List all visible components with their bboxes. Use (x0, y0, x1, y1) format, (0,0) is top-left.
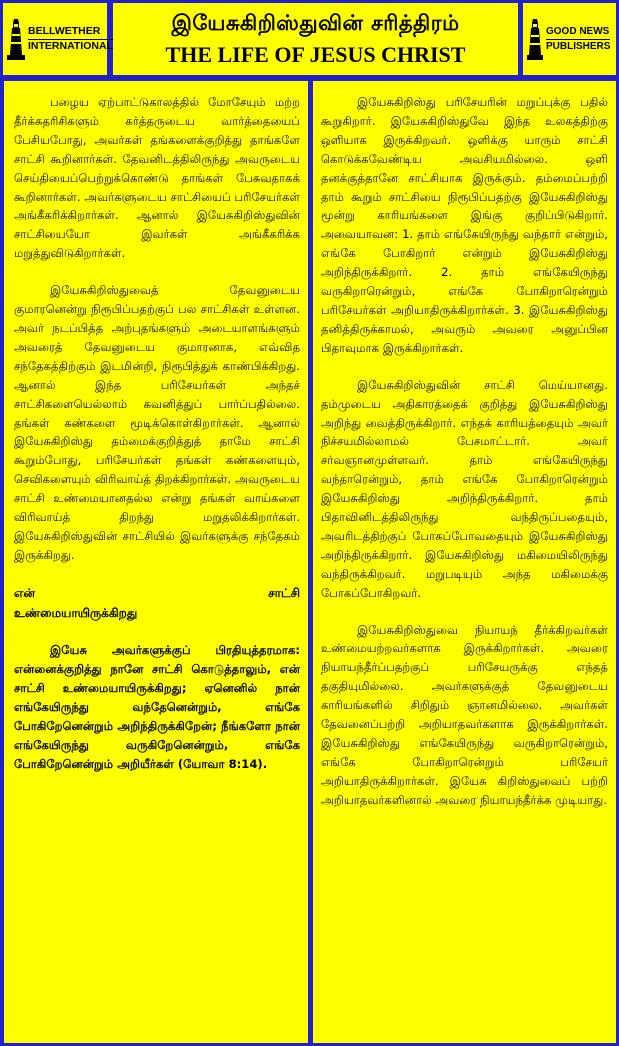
left-column (4, 81, 308, 1043)
logo-bellwether (3, 3, 113, 75)
section-heading (14, 583, 300, 623)
section-heading-line2: உண்மையாயிருக்கிறது (14, 605, 138, 620)
page-title-banner (113, 3, 518, 75)
right-column (313, 81, 616, 1043)
lighthouse-icon (7, 17, 25, 61)
page-title-english: THE LIFE OF JESUS CHRIST (165, 42, 466, 67)
scripture-quote: இயேசு அவர்களுக்குப் பிரதியுத்தரமாக: என்னைக்குறித்து நானே சாட்சி கொடுத்தாலும், என் சாட்சி உண்மையாயிருக்கிறது; ஏனெனில் நான் எங்கேயிருந்து வந்தேனென்றும், எங்கே போகிறேனென்றும் அறிந்திருக்கிறேன்; நீங்களோ நான் எங்கேயிருந்து வருகிறேனென்றும், எங்கே போகிறேனென்றும் அறியீர்கள் (யோவா 8:14). (14, 642, 300, 771)
page-title-tamil: இயேசுகிறிஸ்துவின் சரித்திரம் (171, 11, 460, 35)
logo-right-line1: GOOD NEWS (546, 25, 610, 40)
right-paragraph-3: இயேசுகிறிஸ்துவை நியாயந் தீர்க்கிறவர்கள் உண்மையற்றவர்களாக இருக்கிறார்கள். அவரை நியாயந்தீர்ப்பதற்குப் பரிசேயருக்கு எந்தத் தகுதியுமில்லை. அவர்களுக்குத் தேவனுடைய காரியங்களில் சிறிதும் ஞானமில்லை. அவர்கள் தேவனைப்பற்றி அறியாதவர்களாக இருக்கிறார்கள். இயேசுகிறிஸ்து எங்கேயிருந்து வருகிறாரென்றும், எங்கே போகிறாரென்றும் பரிசேயர் அறியாதிருக்கிறார்கள். இயேசு கிறிஸ்துவைப் பற்றி அறியாதவர்களினால் அவரை நியாயந்தீர்க்க முடியாது. (321, 622, 608, 807)
logo-good-news (523, 3, 616, 75)
logo-right-line2: PUBLISHERS (546, 40, 611, 52)
right-paragraph-2: இயேசுகிறிஸ்துவின் சாட்சி மெய்யானது. தம்முடைய அதிகாரத்தைக் குறித்து இயேசுகிறிஸ்து அறிந்து வைத்திருக்கிறார். எந்தக் காரியத்தையும் அவர் நிச்சயமில்லாமல் பேசமாட்டார். அவர் சர்வஞானமுள்ளவர். தாம் எங்கேயிருந்து வந்தாரென்றும், தாம் எங்கே போகிறாரென்றும் இயேசுகிறிஸ்து அறிந்திருக்கிறார். தாம் பிதாவினிடத்திலிருந்து வந்திருப்பதையும், அவரிடத்திற்குப் போகப்போவதையும் இயேசுகிறிஸ்து அறிந்திருக்கிறார். இயேசுகிறிஸ்து மகிமையிலிருந்து வந்திருக்கிறவர். மறுபடியும் அந்த மகிமைக்கு போகப்போகிறவர். (321, 377, 608, 600)
left-paragraph-2: இயேசுகிறிஸ்துவைத் தேவனுடைய குமாரனென்று நிரூபிப்பதற்குப் பல சாட்சிகள் உள்ளன. அவர் நடப்பித்த அற்புதங்களும் அடையாளங்களும் அவரைத் தேவனுடைய குமாரனாக, எவ்வித சந்தேகத்திற்கும் இடமின்றி, நிரூபித்துக் காண்பிக்கிறது. ஆனால் இந்த பரிசேயர்கள் அந்தச் சாட்சிகளையெல்லாம் கவனித்துப் பார்ப்பதில்லை. தங்கள் கண்களை மூடிக்கொள்கிறார்கள். ஆனால் இயேசுகிறிஸ்து தம்மைக்குறித்துத் தாமே சாட்சி கூறும்போது, பரிசேயர்கள் தங்கள் கண்களையும், செவிகளையும் விரிவாய்த் திறக்கிறார்கள். அவருடைய சாட்சி உண்மையானதல்ல என்று தங்கள் வாய்களை விரிவாய்த் திறந்து மறுதலிக்கிறார்கள். இயேசுகிறிஸ்துவின் சாட்சியில் இவர்களுக்கு சந்தேகம் இருக்கிறது. (14, 283, 300, 562)
logo-left-line2: INTERNATIONAL (28, 39, 113, 52)
right-paragraph-1: இயேசுகிறிஸ்து பரிசேயரின் மறுப்புக்கு பதில் கூறுகிறார். இயேசுகிறிஸ்துவே இந்த உலகத்திற்கு ஒளியாக இருக்கிறவர். ஒளிக்கு யாரும் சாட்சி கொடுக்கவேண்டிய அவசியமில்லை. ஒளி தனக்குத்தானே சாட்சியாக இருக்கும். தம்மைப்பற்றி தாம் கூறும் சாட்சியை நிரூபிப்பதற்கு இயேசுகிறிஸ்து மூன்று காரியங்களை இங்கு குறிப்பிடுகிறார். அவையாவன: 1. தாம் எங்கேயிருந்து வந்தார் என்றும், எங்கே போகிறார் என்றும் இயேசுகிறிஸ்து அறிந்திருக்கிறார். 2. தாம் எங்கேயிருந்து வருகிறாரென்றும், எங்கே போகிறாரென்றும் பரிசேயர்கள் அறியாதிருக்கிறார்கள். 3. இயேசுகிறிஸ்து தனித்திருக்காமல், அவரும் அவரை அனுப்பின பிதாவுமாக இருக்கிறார்கள். (321, 95, 608, 355)
lighthouse-icon (527, 17, 543, 61)
section-heading-line1: என் சாட்சி (14, 585, 300, 600)
logo-left-line1: BELLWETHER (28, 25, 113, 40)
left-paragraph-1: பழைய ஏற்பாட்டுகாலத்தில் மோசேயும் மற்ற தீர்க்கதரிசிகளும் கர்த்தருடைய வார்த்தையைப் பேசியபோது, அவர்கள் தங்களைக்குறித்து தாங்களே சாட்சி கூறினார்கள். தேவனிடத்திலிருந்து அவருடைய செய்தியைப்பெற்றுக்கொண்டு தாங்கள் பேசுவதாகக் கூறினார்கள். அவர்களுடைய சாட்சியைப் பரிசேயர்கள் அங்கீகரிக்கிறார்கள். ஆனால் இயேசுகிறிஸ்துவின் சாட்சியையோ இவர்கள் அங்கீகரிக்க மறுத்துவிடுகிறார்கள். (14, 95, 300, 261)
